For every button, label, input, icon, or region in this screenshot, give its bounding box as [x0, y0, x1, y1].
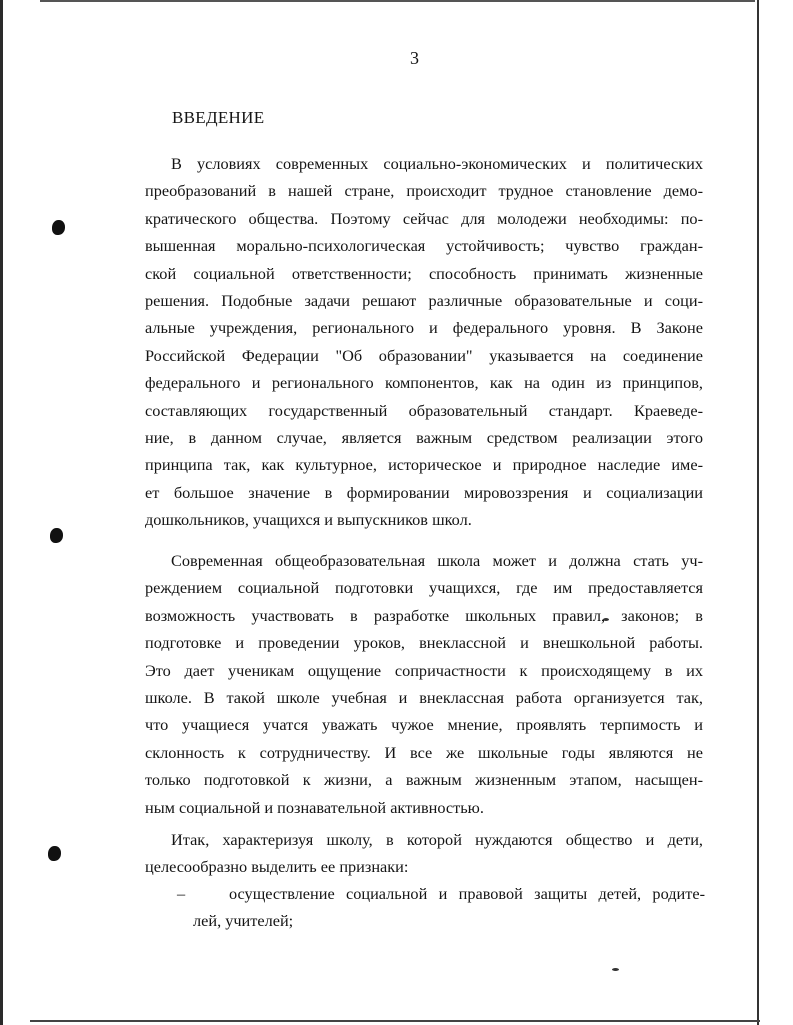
- scan-border-left: [0, 0, 3, 1025]
- text-line: федерального и регионального компонентов, как на один из принципов,: [145, 373, 703, 393]
- text-line: В условиях современных социально-экономических и политических: [171, 154, 703, 173]
- text-line: ние, в данном случае, является важным средством реализации этого: [145, 427, 703, 447]
- page-number: 3: [410, 48, 419, 68]
- text-line: ской социальной ответственности; способность принимать жизненные: [145, 263, 703, 283]
- punch-hole-mark: [48, 846, 61, 861]
- text-line: Российской Федерации "Об образовании" указывается на соединение: [145, 345, 703, 365]
- punch-hole-mark: [52, 220, 65, 235]
- text-line: вышенная морально-психологическая устойчивость; чувство граждан-: [145, 236, 703, 256]
- text-line: Итак, характеризуя школу, в которой нуждаются общество и дети,: [171, 830, 703, 849]
- text-line: альные учреждения, регионального и федерального уровня. В Законе: [145, 318, 703, 338]
- text-line: школе. В такой школе учебная и внеклассная работа организуется так,: [145, 687, 703, 707]
- paragraph-intro: [145, 150, 703, 533]
- text-line: склонность к сотрудничеству. И все же школьные годы являются не: [145, 742, 703, 762]
- scan-speck: [612, 968, 619, 971]
- text-line: целесообразно выделить ее признаки:: [145, 857, 409, 877]
- scan-border-bottom: [30, 1020, 760, 1022]
- text-line: Современная общеобразовательная школа может и должна стать уч-: [171, 551, 703, 570]
- list-dash-marker: –: [177, 884, 186, 903]
- scan-border-right: [757, 0, 759, 1025]
- text-line: дошкольников, учащихся и выпускников школ.: [145, 510, 472, 530]
- punch-hole-mark: [50, 528, 63, 543]
- paragraph-school: [145, 547, 703, 821]
- text-line: кратического общества. Поэтому сейчас для молодежи необходимы: по-: [145, 208, 703, 228]
- paragraph-features: [145, 826, 703, 881]
- text-line: возможность участвовать в разработке школьных правил, законов; в: [145, 605, 703, 625]
- text-line: ет большое значение в формировании мировоззрения и социализации: [145, 482, 703, 502]
- text-line: реждением социальной подготовки учащихся, где им предоставляется: [145, 578, 703, 598]
- list-item-line: осуществление социальной и правовой защиты детей, родите-: [229, 884, 705, 903]
- text-line: решения. Подобные задачи решают различные образовательные и соци-: [145, 290, 703, 310]
- page-heading: ВВЕДЕНИЕ: [172, 108, 265, 127]
- text-line: Это дает ученикам ощущение сопричастности к происходящему в их: [145, 660, 703, 680]
- text-line: составляющих государственный образовательный стандарт. Краеведе-: [145, 400, 703, 420]
- text-line: только подготовкой к жизни, а важным жизненным этапом, насыщен-: [145, 770, 703, 790]
- text-line: ным социальной и познавательной активностью.: [145, 797, 484, 817]
- list-item: [145, 880, 705, 935]
- text-line: преобразований в нашей стране, происходит трудное становление демо-: [145, 181, 703, 201]
- text-line: подготовке и проведении уроков, внеклассной и внешкольной работы.: [145, 633, 703, 653]
- text-line: что учащиеся учатся уважать чужое мнение, проявлять терпимость и: [145, 715, 703, 735]
- scan-border-top: [40, 0, 755, 2]
- text-line: принципа так, как культурное, историческое и природное наследие име-: [145, 455, 703, 475]
- list-item-line: лей, учителей;: [193, 911, 294, 931]
